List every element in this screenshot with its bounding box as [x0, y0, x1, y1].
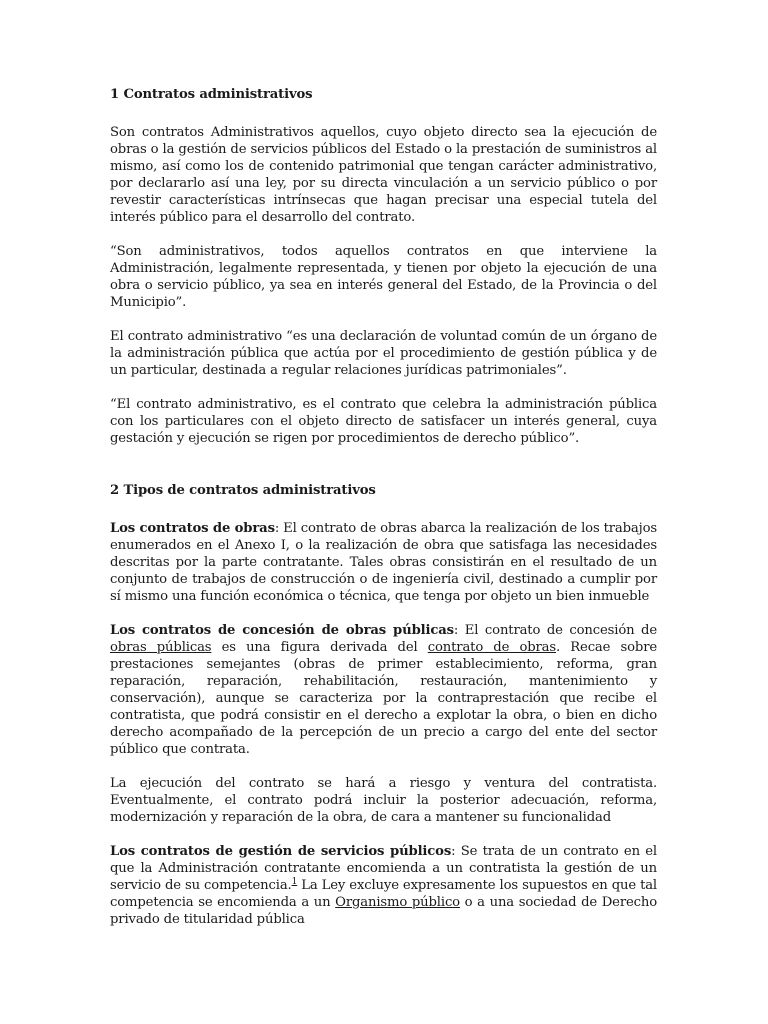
paragraph-ejecucion: La ejecución del contrato se hará a riesgo y ventura del contratista. Eventualmente, el contrato podrá incluir la posterior adecuación, reforma, modernización y reparación de la obra, de cara a mantener su funcionalidad [110, 776, 657, 825]
section-1-heading: 1 Contratos administrativos [110, 87, 313, 102]
paragraph-quote-2: El contrato administrativo “es una declaración de voluntad común de un órgano de la administración pública que actúa por el procedimiento de gestión pública y de un particular, destinada a regular relaciones jurídicas patrimoniales”. [110, 329, 657, 378]
paragraph-concesion [110, 622, 657, 758]
paragraph-contratos-obras [110, 520, 657, 605]
link-organismo-publico[interactable]: Organismo público [335, 895, 460, 910]
footnote-link[interactable]: 1 [291, 877, 298, 887]
text-contratos-obras: : El contrato de obras abarca la realización de los trabajos enumerados en el Anexo I, o la realización de obra que satisfaga las necesidades descritas por la parte contratante. Tales obras consistirán en el resultado de un conjunto de trabajos de construcción o de ingeniería civil, destinado a cumplir por sí mismo una función económica o técnica, que tenga por objeto un bien inmueble [110, 521, 657, 604]
paragraph-quote-1: “Son administrativos, todos aquellos contratos en que interviene la Administración, legalmente representada, y tienen por objeto la ejecución de una obra o servicio público, ya sea en interés general del Estado, de la Provincia o del Municipio”. [110, 244, 657, 310]
term-gestion-servicios: Los contratos de gestión de servicios públicos [110, 844, 452, 859]
link-obras-publicas[interactable]: obras públicas [110, 640, 212, 655]
link-contrato-de-obras[interactable]: contrato de obras [427, 640, 557, 655]
term-concesion: Los contratos de concesión de obras públicas [110, 623, 454, 638]
text-gestion-1: : Se trata de un contrato en el que la Administración contratante encomienda a un contratista la gestión de un servicio de su competencia. [110, 844, 657, 893]
document-body [110, 86, 657, 945]
paragraph-gestion-servicios [110, 843, 657, 928]
text-gestion-3: o a una sociedad de Derecho privado de titularidad pública [110, 895, 657, 927]
text-gestion-2: La Ley excluye expresamente los supuestos en que tal competencia se encomienda a un [110, 878, 658, 910]
text-concesion-1: : El contrato de concesión de [453, 623, 657, 638]
text-concesion-3: . Recae sobre prestaciones semejantes (obras de primer establecimiento, reforma, gran reparación, reparación, rehabilitación, restauración, mantenimiento y conservación), aunque se caracteriza por la contraprestación que recibe el contratista, que podrá consistir en el derecho a explotar la obra, o bien en dicho derecho acompañado de la percepción de un precio a cargo del ente del sector público que contrata. [110, 640, 658, 757]
section-2-heading: 2 Tipos de contratos administrativos [110, 483, 376, 498]
term-contratos-obras: Los contratos de obras [110, 521, 275, 536]
paragraph-definition: Son contratos Administrativos aquellos, cuyo objeto directo sea la ejecución de obras o la gestión de servicios públicos del Estado o la prestación de suministros al mismo, así como los de contenido patrimonial que tengan carácter administrativo, por declararlo así una ley, por su directa vinculación a un servicio público o por revestir características intrínsecas que hagan precisar una especial tutela del interés público para el desarrollo del contrato. [110, 125, 657, 225]
text-concesion-2: es una figura derivada del [211, 640, 428, 655]
paragraph-quote-3: “El contrato administrativo, es el contrato que celebra la administración pública con los particulares con el objeto directo de satisfacer un interés general, cuya gestación y ejecución se rigen por procedimientos de derecho público”. [110, 397, 657, 446]
